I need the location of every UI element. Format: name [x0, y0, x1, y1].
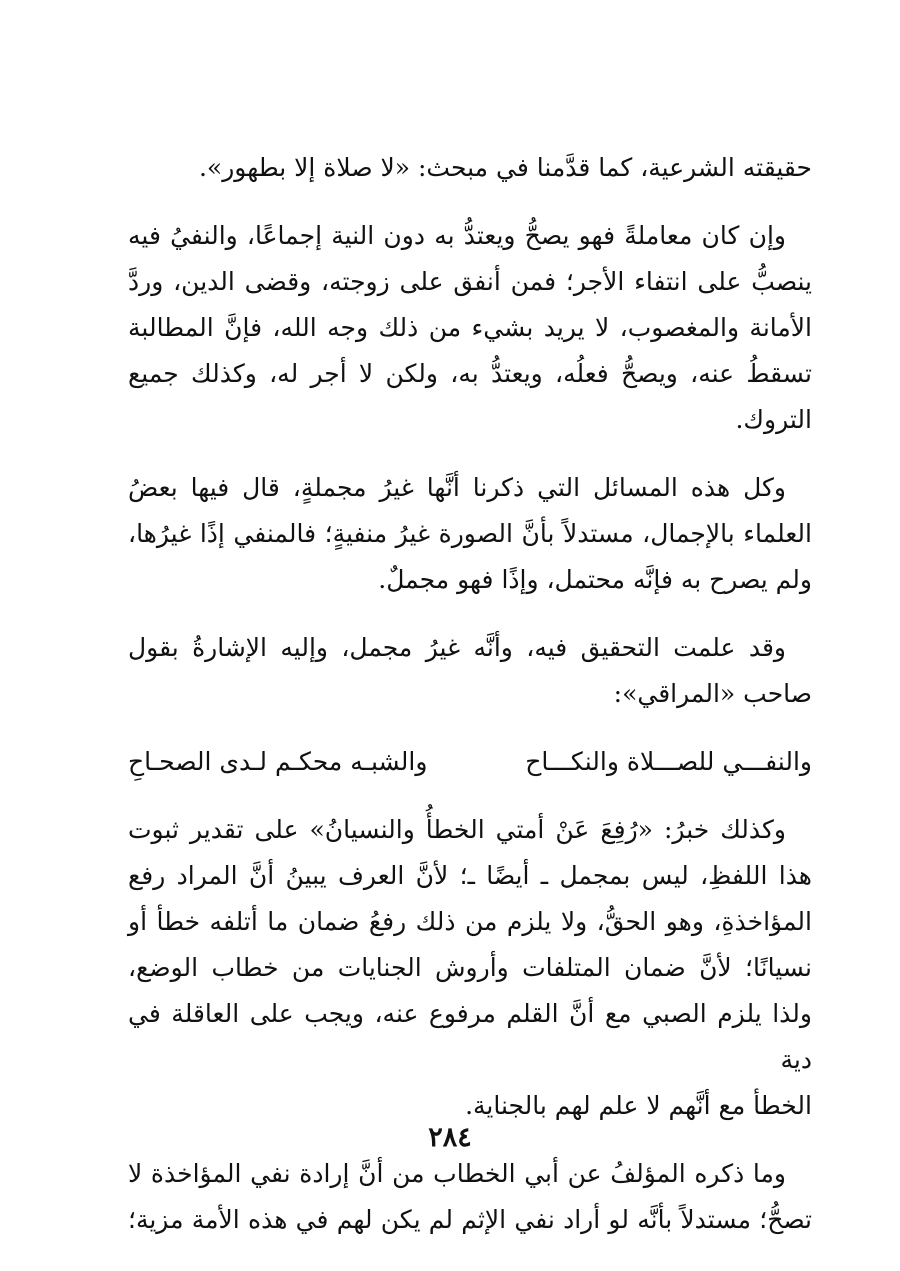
text-line: ولذا يلزم الصبي مع أنَّ القلم مرفوع عنه، ويجب على العاقلة في دية — [128, 999, 812, 1074]
text-line: تصحُّ؛ مستدلاً بأنَّه لو أراد نفي الإثم لم يكن لهم في هذه الأمة مزية؛ — [128, 1205, 812, 1234]
text-line: وقد علمت التحقيق فيه، وأنَّه غيرُ مجمل، وإليه الإشارةُ بقول — [128, 633, 786, 662]
text-line: وإن كان معاملةً فهو يصحُّ ويعتدُّ به دون النية إجماعًا، والنفيُ فيه — [128, 221, 786, 250]
text-line: ينصبُّ على انتفاء الأجر؛ فمن أنفق على زوجته، وقضى الدين، وردَّ — [128, 267, 812, 296]
verse-second-hemistich: والشبـه محكـم لـدى الصحـاحِ — [128, 747, 428, 776]
text-line: الأمانة والمغصوب، لا يريد بشيء من ذلك وجه الله، فإنَّ المطالبة — [128, 313, 812, 342]
text-line: تسقطُ عنه، ويصحُّ فعلُه، ويعتدُّ به، ولكن لا أجر له، وكذلك جميع — [128, 359, 812, 388]
text-line: صاحب «المراقي»: — [613, 679, 812, 708]
text-line: الخطأ مع أنَّهم لا علم لهم بالجناية. — [465, 1091, 812, 1120]
text-line: المؤاخذةِ، وهو الحقُّ، ولا يلزم من ذلك رفعُ ضمان ما أتلفه خطأ أو — [128, 907, 812, 936]
verse-first-hemistich: والنفـــي للصـــلاة والنكـــاح — [525, 747, 812, 776]
text-line: وكل هذه المسائل التي ذكرنا أنَّها غيرُ مجملةٍ، قال فيها بعضُ — [128, 473, 786, 502]
text-line: هذا اللفظِ، ليس بمجمل ـ أيضًا ـ؛ لأنَّ العرف يبينُ أنَّ المراد رفع — [128, 861, 812, 890]
text-line: العلماء بالإجمال، مستدلاً بأنَّ الصورة غيرُ منفيةٍ؛ فالمنفي إذًا غيرُها، — [128, 519, 812, 548]
text-line: وكذلك خبرُ: «رُفِعَ عَنْ أمتي الخطأُ والنسيانُ» على تقدير ثبوت — [128, 815, 786, 844]
text-line: ولم يصرح به فإنَّه محتمل، وإذًا فهو مجملٌ. — [378, 565, 812, 594]
paragraph-1 — [128, 145, 812, 191]
paragraph-4 — [128, 625, 812, 717]
paragraph-5 — [128, 807, 812, 1129]
paragraph-6 — [128, 1151, 812, 1243]
page-number: ٢٨٤ — [428, 1122, 472, 1153]
text-line: وما ذكره المؤلفُ عن أبي الخطاب من أنَّ إرادة نفي المؤاخذة لا — [128, 1159, 786, 1188]
text-line: التروك. — [735, 405, 812, 434]
text-line: نسيانًا؛ لأنَّ ضمان المتلفات وأروش الجنايات من خطاب الوضع، — [128, 953, 812, 982]
paragraph-2 — [128, 213, 812, 443]
poetry-verse — [128, 739, 812, 785]
text-line: حقيقته الشرعية، كما قدَّمنا في مبحث: «لا صلاة إلا بطهور». — [198, 153, 812, 182]
paragraph-3 — [128, 465, 812, 603]
